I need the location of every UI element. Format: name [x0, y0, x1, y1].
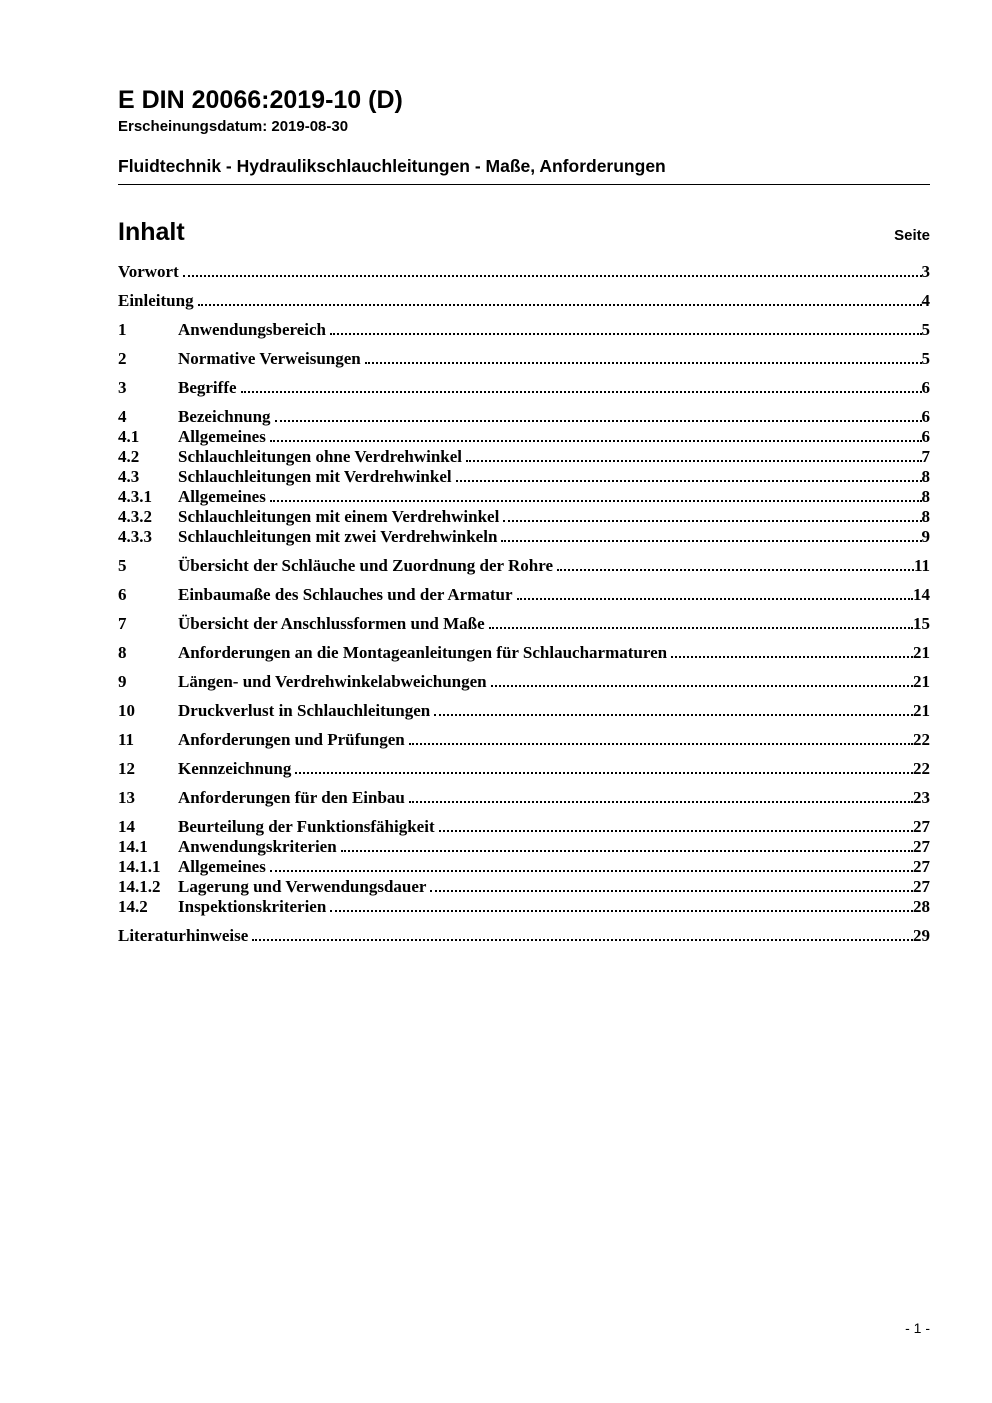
footer-page-number: - 1 -	[905, 1320, 930, 1336]
toc-entry-number: 4.1	[118, 427, 140, 447]
toc-entry-title: Literaturhinweise	[118, 926, 249, 946]
toc-entry-number: 10	[118, 701, 135, 721]
toc-dot-leader	[295, 772, 913, 774]
toc-entry-page: 8	[921, 467, 930, 487]
toc-entry-number: 7	[118, 614, 127, 634]
toc-dot-leader	[270, 500, 922, 502]
toc-heading: Inhalt	[118, 217, 185, 246]
toc-entry-page: 5	[921, 349, 930, 369]
toc-entry[interactable]	[118, 407, 930, 426]
toc-entry-page: 3	[921, 262, 930, 282]
toc-dot-leader	[466, 460, 921, 462]
toc-dot-leader	[341, 850, 913, 852]
toc-entry-page: 15	[913, 614, 930, 634]
toc-entry-title: Schlauchleitungen ohne Verdrehwinkel	[178, 447, 463, 467]
toc-entry-number: 13	[118, 788, 135, 808]
toc-entry[interactable]	[118, 701, 930, 720]
toc-entry-number: 4.3.2	[118, 507, 152, 527]
doc-title: Fluidtechnik - Hydraulikschlauchleitungen - Maße, Anforderungen	[118, 156, 930, 185]
toc-entry[interactable]	[118, 585, 930, 604]
toc-entry-number: 1	[118, 320, 127, 340]
toc-entry-title: Übersicht der Schläuche und Zuordnung der Rohre	[178, 556, 554, 576]
toc-entry-title: Einleitung	[118, 291, 194, 311]
toc-entry-number: 14.2	[118, 897, 148, 917]
toc-entry[interactable]	[118, 857, 930, 876]
toc-entry-title: Begriffe	[178, 378, 237, 398]
toc-entry-number: 9	[118, 672, 127, 692]
toc-dot-leader	[491, 685, 913, 687]
toc-dot-leader	[489, 627, 913, 629]
toc-entry-page: 11	[913, 556, 930, 576]
toc-entry-number: 12	[118, 759, 135, 779]
document-page-content	[118, 86, 930, 945]
toc-entry[interactable]	[118, 320, 930, 339]
toc-entry-page: 22	[913, 730, 930, 750]
toc-dot-leader	[330, 910, 913, 912]
toc-entry-title: Schlauchleitungen mit zwei Verdrehwinkeln	[178, 527, 498, 547]
toc-entry-title: Einbaumaße des Schlauches und der Armatur	[178, 585, 513, 605]
toc-entry-page: 29	[913, 926, 930, 946]
toc-entry-number: 6	[118, 585, 127, 605]
toc-dot-leader	[241, 391, 922, 393]
toc-entry-page: 7	[921, 447, 930, 467]
toc-entry-title: Schlauchleitungen mit einem Verdrehwinkel	[178, 507, 500, 527]
toc-dot-leader	[434, 714, 913, 716]
toc-dot-leader	[456, 480, 922, 482]
toc-dot-leader	[183, 275, 922, 277]
toc-entry-title: Anforderungen an die Montageanleitungen für Schlaucharmaturen	[178, 643, 668, 663]
toc-entry-number: 11	[118, 730, 135, 750]
toc-entry-number: 14.1.1	[118, 857, 161, 877]
toc-entry-page: 6	[921, 407, 930, 427]
toc-dot-leader	[671, 656, 913, 658]
toc-entry-number: 3	[118, 378, 127, 398]
toc-entry-number: 8	[118, 643, 127, 663]
toc-entry-title: Allgemeines	[178, 427, 266, 447]
toc-entry-number: 4	[118, 407, 127, 427]
toc-entry-page: 6	[921, 427, 930, 447]
publication-date: Erscheinungsdatum: 2019-08-30	[118, 117, 349, 135]
toc-dot-leader	[409, 801, 913, 803]
toc-entry[interactable]	[118, 427, 930, 446]
toc-entry[interactable]	[118, 291, 930, 310]
toc-entry-page: 27	[913, 877, 930, 897]
toc-entry-title: Allgemeines	[178, 857, 266, 877]
toc-entry-page: 23	[913, 788, 930, 808]
toc-entry[interactable]	[118, 759, 930, 778]
toc-entry-page: 5	[921, 320, 930, 340]
toc-entry-number: 4.3	[118, 467, 140, 487]
toc-entry[interactable]	[118, 507, 930, 526]
toc-dot-leader	[252, 939, 913, 941]
toc-entry-title: Inspektionskriterien	[178, 897, 327, 917]
toc-entry-number: 2	[118, 349, 127, 369]
toc-dot-leader	[517, 598, 913, 600]
toc-entry[interactable]	[118, 378, 930, 397]
toc-entry[interactable]	[118, 262, 930, 281]
toc-entry[interactable]	[118, 487, 930, 506]
toc-header	[118, 219, 930, 247]
toc-entry-title: Anwendungskriterien	[178, 837, 337, 857]
doc-number: E DIN 20066:2019-10 (D)	[118, 86, 403, 114]
toc-entry-page: 28	[913, 897, 930, 917]
toc-entry[interactable]	[118, 730, 930, 749]
toc-page-column-label: Seite	[894, 227, 930, 245]
toc-entry-number: 5	[118, 556, 127, 576]
toc-dot-leader	[275, 420, 922, 422]
toc-dot-leader	[439, 830, 913, 832]
toc-entry[interactable]	[118, 349, 930, 368]
toc-entry-title: Lagerung und Verwendungsdauer	[178, 877, 427, 897]
toc-entry-title: Allgemeines	[178, 487, 266, 507]
toc-entry-title: Anforderungen und Prüfungen	[178, 730, 405, 750]
toc-entry-page: 21	[913, 672, 930, 692]
toc-entry-page: 27	[913, 817, 930, 837]
toc-entry-title: Bezeichnung	[178, 407, 271, 427]
table-of-contents	[118, 262, 930, 945]
toc-entry-title: Druckverlust in Schlauchleitungen	[178, 701, 431, 721]
toc-entry[interactable]	[118, 837, 930, 856]
toc-entry-title: Beurteilung der Funktionsfähigkeit	[178, 817, 435, 837]
toc-entry-page: 6	[921, 378, 930, 398]
toc-entry-title: Anforderungen für den Einbau	[178, 788, 405, 808]
toc-entry[interactable]	[118, 556, 930, 575]
toc-entry-title: Übersicht der Anschlussformen und Maße	[178, 614, 485, 634]
toc-entry[interactable]	[118, 877, 930, 896]
toc-entry[interactable]	[118, 643, 930, 662]
toc-dot-leader	[409, 743, 913, 745]
toc-entry[interactable]	[118, 467, 930, 486]
toc-entry-number: 4.3.3	[118, 527, 152, 547]
toc-entry[interactable]	[118, 788, 930, 807]
toc-dot-leader	[503, 520, 921, 522]
toc-dot-leader	[430, 890, 913, 892]
toc-entry-title: Schlauchleitungen mit Verdrehwinkel	[178, 467, 452, 487]
toc-dot-leader	[270, 440, 922, 442]
toc-entry[interactable]	[118, 614, 930, 633]
toc-entry[interactable]	[118, 897, 930, 916]
toc-dot-leader	[365, 362, 922, 364]
toc-dot-leader	[330, 333, 922, 335]
toc-dot-leader	[270, 870, 913, 872]
toc-entry-page: 27	[913, 837, 930, 857]
toc-entry-number: 14.1	[118, 837, 148, 857]
toc-dot-leader	[198, 304, 922, 306]
toc-entry-title: Vorwort	[118, 262, 179, 282]
toc-entry-page: 8	[921, 507, 930, 527]
toc-entry-title: Normative Verweisungen	[178, 349, 361, 369]
toc-entry-title: Anwendungsbereich	[178, 320, 326, 340]
toc-entry-page: 22	[913, 759, 930, 779]
toc-entry-page: 8	[921, 487, 930, 507]
toc-entry-number: 4.3.1	[118, 487, 152, 507]
toc-entry[interactable]	[118, 926, 930, 945]
toc-entry-title: Längen- und Verdrehwinkelabweichungen	[178, 672, 487, 692]
toc-entry-page: 27	[913, 857, 930, 877]
toc-entry[interactable]	[118, 817, 930, 836]
toc-entry-title: Kennzeichnung	[178, 759, 292, 779]
toc-entry-number: 14	[118, 817, 135, 837]
toc-entry-number: 14.1.2	[118, 877, 161, 897]
toc-entry[interactable]	[118, 527, 930, 546]
toc-entry-page: 9	[921, 527, 930, 547]
toc-entry[interactable]	[118, 672, 930, 691]
toc-dot-leader	[501, 540, 921, 542]
toc-entry-page: 14	[913, 585, 930, 605]
toc-entry-page: 4	[921, 291, 930, 311]
toc-entry-page: 21	[913, 643, 930, 663]
toc-entry[interactable]	[118, 447, 930, 466]
document-header	[118, 86, 930, 185]
toc-entry-number: 4.2	[118, 447, 140, 467]
toc-entry-page: 21	[913, 701, 930, 721]
toc-dot-leader	[557, 569, 914, 571]
